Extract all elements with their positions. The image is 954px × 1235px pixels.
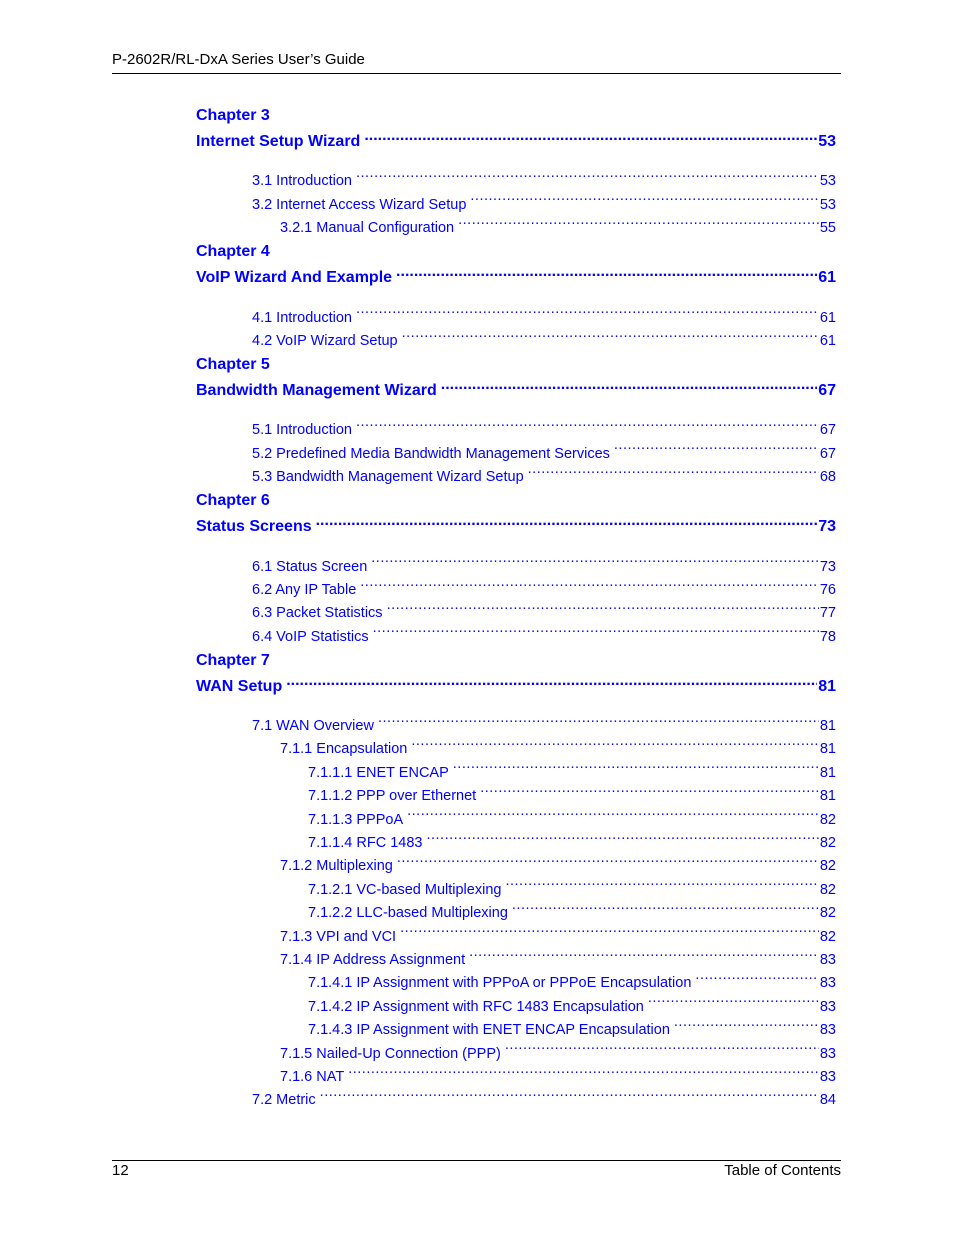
entry-title: 3.2 Internet Access Wizard Setup [252, 196, 467, 213]
dot-leader [320, 1081, 819, 1104]
entry-page-number: 82 [819, 905, 836, 922]
entry-page-number: 53 [819, 173, 836, 190]
dot-leader [373, 617, 819, 640]
dot-leader [407, 800, 819, 823]
dot-leader [356, 162, 819, 185]
dot-leader [426, 824, 818, 847]
toc-entry[interactable] [196, 547, 836, 575]
entry-page-number: 73 [819, 558, 836, 575]
dot-leader [695, 964, 818, 987]
header-divider [112, 73, 841, 74]
chapter-title-entry[interactable] [196, 671, 836, 695]
toc-entry[interactable] [196, 777, 836, 805]
entry-title: 7.1.4 IP Address Assignment [280, 951, 466, 968]
entry-title: 7.1.2.1 VC-based Multiplexing [308, 881, 502, 898]
entry-title: 7.1.1.4 RFC 1483 [308, 835, 423, 852]
entry-title: 4.1 Introduction [252, 309, 352, 326]
entry-page-number: 82 [819, 835, 836, 852]
entry-page-number: 81 [819, 741, 836, 758]
entry-page-number: 67 [819, 422, 836, 439]
entry-title: 7.1.4.3 IP Assignment with ENET ENCAP Encapsulation [308, 1022, 670, 1039]
entry-title: 6.4 VoIP Statistics [252, 628, 369, 645]
entry-page-number: 83 [819, 1022, 836, 1039]
chapter-title-entry[interactable] [196, 375, 836, 399]
entry-title: 7.1.1.2 PPP over Ethernet [308, 788, 477, 805]
dot-leader [387, 594, 819, 617]
entry-title: 6.2 Any IP Table [252, 581, 357, 598]
dot-leader [356, 298, 819, 321]
entry-page-number: 53 [819, 196, 836, 213]
entry-title: 5.1 Introduction [252, 422, 352, 439]
entry-page-number: 83 [819, 998, 836, 1015]
dot-leader [480, 777, 819, 800]
dot-leader [441, 375, 817, 395]
entry-page-number: 81 [819, 764, 836, 781]
chapter-label[interactable]: Chapter 6 [196, 492, 270, 510]
chapter-page-number: 81 [818, 677, 836, 695]
chapter-title-entry[interactable] [196, 126, 836, 150]
footer-divider [112, 1160, 841, 1161]
chapter-title: Status Screens [196, 518, 312, 536]
chapter-block-3 [196, 106, 836, 237]
toc-entry[interactable] [196, 1034, 836, 1062]
dot-leader [411, 730, 818, 753]
entry-title: 7.2 Metric [252, 1092, 316, 1109]
dot-leader [458, 209, 819, 232]
entry-page-number: 83 [819, 975, 836, 992]
dot-leader [402, 322, 819, 345]
toc-entry[interactable] [196, 800, 836, 828]
entry-page-number: 67 [819, 445, 836, 462]
entry-title: 7.1.1.3 PPPoA [308, 811, 404, 828]
dot-leader [360, 571, 819, 594]
entry-title: 5.3 Bandwidth Management Wizard Setup [252, 469, 524, 486]
entry-page-number: 84 [819, 1092, 836, 1109]
chapter-page-number: 53 [818, 133, 836, 150]
entry-title: 7.1.1.1 ENET ENCAP [308, 764, 449, 781]
entry-title: 5.2 Predefined Media Bandwidth Management Services [252, 445, 610, 462]
entry-page-number: 61 [819, 332, 836, 349]
dot-leader [674, 1011, 819, 1034]
entry-page-number: 83 [819, 1068, 836, 1085]
chapter-page-number: 61 [818, 269, 836, 287]
footer-section-title: Table of Contents [724, 1162, 841, 1179]
dot-leader [364, 126, 817, 146]
chapter-page-number: 73 [818, 518, 836, 536]
entry-title: 7.1.5 Nailed-Up Connection (PPP) [280, 1045, 501, 1062]
dot-leader [397, 847, 819, 870]
toc-entry[interactable] [196, 298, 836, 326]
dot-leader [316, 511, 818, 531]
entry-page-number: 82 [819, 811, 836, 828]
dot-leader [614, 434, 819, 457]
chapter-block-5 [196, 355, 836, 486]
dot-leader [453, 753, 819, 776]
entry-page-number: 55 [819, 220, 836, 237]
chapter-label[interactable]: Chapter 3 [196, 107, 270, 124]
entry-page-number: 81 [819, 788, 836, 805]
dot-leader [505, 870, 818, 893]
dot-leader [470, 185, 818, 208]
chapter-label[interactable]: Chapter 4 [196, 243, 270, 261]
chapter-page-number: 67 [818, 381, 836, 399]
entry-page-number: 82 [819, 881, 836, 898]
entry-title: 6.1 Status Screen [252, 558, 368, 575]
footer-page-number: 12 [112, 1162, 129, 1179]
dot-leader [356, 411, 819, 434]
entry-title: 7.1.2.2 LLC-based Multiplexing [308, 905, 508, 922]
entry-title: 7.1.3 VPI and VCI [280, 928, 397, 945]
chapter-title-entry[interactable] [196, 262, 836, 287]
dot-leader [648, 987, 819, 1010]
chapter-block-7 [196, 651, 836, 1109]
entry-title: 4.2 VoIP Wizard Setup [252, 332, 398, 349]
entry-title: 3.2.1 Manual Configuration [280, 220, 455, 237]
entry-page-number: 82 [819, 858, 836, 875]
chapter-title-entry[interactable] [196, 511, 836, 536]
toc-entry[interactable] [196, 917, 836, 945]
toc-entry[interactable] [196, 824, 836, 852]
dot-leader [505, 1034, 819, 1057]
chapter-label[interactable]: Chapter 7 [196, 651, 270, 669]
entry-page-number: 78 [819, 628, 836, 645]
chapter-label[interactable]: Chapter 5 [196, 355, 270, 373]
dot-leader [348, 1058, 819, 1081]
entry-page-number: 68 [819, 469, 836, 486]
chapter-title: VoIP Wizard And Example [196, 269, 393, 287]
chapter-title: Bandwidth Management Wizard [196, 381, 437, 399]
entry-page-number: 81 [819, 718, 836, 735]
dot-leader [371, 547, 819, 570]
entry-title: 3.1 Introduction [252, 173, 352, 190]
toc-entry[interactable] [196, 894, 836, 922]
chapter-title: WAN Setup [196, 677, 283, 695]
entry-page-number: 76 [819, 581, 836, 598]
entry-title: 7.1 WAN Overview [252, 718, 374, 735]
toc-entry[interactable] [196, 162, 836, 190]
dot-leader [512, 894, 819, 917]
entry-title: 7.1.1 Encapsulation [280, 741, 408, 758]
dot-leader [378, 707, 819, 730]
chapter-block-4 [196, 242, 836, 349]
dot-leader [469, 941, 819, 964]
chapter-title: Internet Setup Wizard [196, 133, 361, 150]
dot-leader [286, 671, 817, 691]
entry-title: 7.1.6 NAT [280, 1068, 345, 1085]
dot-leader [400, 917, 819, 940]
entry-title: 7.1.4.1 IP Assignment with PPPoA or PPPoE Encapsulation [308, 975, 692, 992]
entry-page-number: 83 [819, 951, 836, 968]
toc-entry[interactable] [196, 707, 836, 735]
dot-leader [528, 458, 819, 481]
entry-title: 6.3 Packet Statistics [252, 605, 383, 622]
table-of-contents [196, 106, 836, 1114]
document-header-title: P-2602R/RL-DxA Series User’s Guide [112, 51, 365, 68]
chapter-block-6 [196, 491, 836, 645]
entry-title: 7.1.2 Multiplexing [280, 858, 393, 875]
entry-page-number: 61 [819, 309, 836, 326]
dot-leader [396, 262, 817, 282]
entry-page-number: 77 [819, 605, 836, 622]
toc-entry[interactable] [196, 411, 836, 439]
entry-page-number: 83 [819, 1045, 836, 1062]
toc-entry[interactable] [196, 847, 836, 875]
entry-title: 7.1.4.2 IP Assignment with RFC 1483 Encapsulation [308, 998, 644, 1015]
entry-page-number: 82 [819, 928, 836, 945]
